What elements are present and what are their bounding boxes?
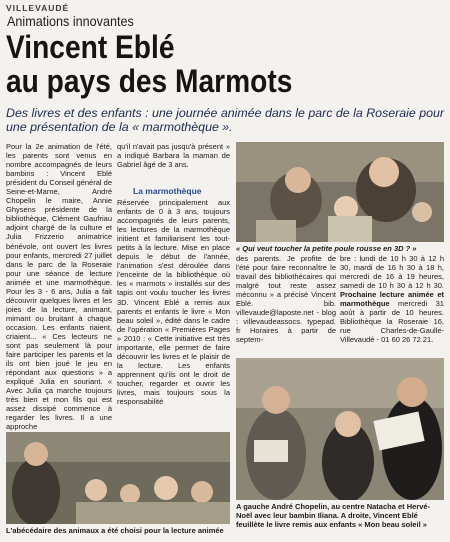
photo-caption-1: « Qui veut toucher la petite poule rousse en 3D ? »: [236, 244, 417, 253]
article-standfirst: Des livres et des enfants : une journée animée dans le parc de la Roseraie pour une présentation de la « marmothèque ».: [6, 106, 445, 134]
body-paragraph: [340, 254, 444, 344]
section-subhead: La marmothèque: [133, 186, 202, 196]
body-paragraph: des parents. Je profite de l'été pour faire reconnaître le travail des bibliothécaires qui malgré tout reste assez méconnu » a précisé Vincent Eblé. bib. villevaude@laposte.net - blog : villevaudeassocs. typepad. fr Horaires à partir de septem-: [236, 254, 336, 345]
next-event-details: mercredi 31 août à partir de 10 heures. Bibliothèque la Roseraie 16, rue Charles-de-Gaulle- Villevaudé - 01 60 26 72 21.: [340, 299, 444, 345]
photo-caption-3: A gauche André Chopelin, au centre Natacha et Hervé-Noël avec leur bambin Iliana. A droite, Vincent Eblé feuillète le livre remis aux enfants « Mon beau soleil »: [236, 502, 431, 529]
body-column-4: [340, 254, 444, 356]
section-label: VILLEVAUDÉ: [6, 3, 70, 13]
body-paragraph: Réservée principalement aux enfants de 0 à 3 ans, toujours accompagnés de leurs parents, les lectures de la marmothèque initient et familiarisent les tout-petits à la lecture. Mise en place depuis le début de l'année, l'animation s'est déroulée dans l'enceinte de la bibliothèque où les « marmots » installés sur des tapis ont voulu toucher les livres 3D. Vincent Eblé a remis aux parents et enfants le livre « Mon beau soleil », édité dans le cadre de l'opération « Premières Pages » 2010 : « Cette initiative est très importante, elle permet de faire découvrir les livres et le plaisir de la lecture. Les enfants apprennent qu'ils ont le droit de toucher, regarder et ouvrir les livres, mais toujours sous la responsabilité: [117, 198, 230, 407]
body-column-3: [236, 254, 336, 356]
body-paragraph: qu'il n'avait pas jusqu'à présent » a indiqué Barbara la maman de Gabriel âgé de 3 ans.: [117, 142, 230, 170]
photo-children-reading: [236, 142, 444, 242]
body-column-2b: [117, 198, 230, 430]
opening-hours: bre : lundi de 10 h 30 à 12 h 30, mardi de 16 h 30 à 18 h, mercredi de 16 à 19 heures, samedi de 10 h 30 à 12 h 30.: [340, 254, 444, 291]
headline-line-1: Vincent Eblé: [6, 29, 175, 65]
body-column-1: [6, 142, 112, 432]
photo-animal-abecedaire: [6, 432, 230, 524]
photo-caption-2: L'abécédaire des animaux a été choisi pour la lecture animée: [6, 526, 224, 535]
article-kicker: Animations innovantes: [7, 13, 134, 29]
body-column-2: [117, 142, 230, 186]
body-paragraph: Pour la 2e animation de l'été, les parents sont venus en nombre accompagnés de leurs bambins : Vincent Eblé président du Conseil général de Seine-et-Marne, André Chopelin le maire, Annie Ghysens présidente de la bibliothèque, Clément Gaufriau adjoint chargé de la culture et Julia Frizzerio animatrice bénévole, ont ouvert les livres pour enfants, mercredi 27 juillet dans le parc de la Roseraie pour une séance de lecture animée et une marmothèque. Pour les 3 - 6 ans, Julia a fait découvrir quelques livres et les joies de la lecture, animant, mimant ou bruitant à chaque occasion. Les enfants riaient, criaient... « Ces lecteurs ne sont pas seulement là pour faire participer les parents et la ils ont bien joué le jeu en répondant aux questions » a expliqué Julia en souriant. « Avec Julia ça marche toujours très bien et mon fils qui est assez dissipé commence à regarder les livres. Il a une approche: [6, 142, 112, 432]
headline-line-2: au pays des Marmots: [6, 63, 293, 99]
photo-officials-with-book: [236, 358, 444, 500]
next-event-heading: Prochaine lecture animée et marmothèque: [340, 290, 444, 309]
article-headline: [6, 30, 393, 98]
